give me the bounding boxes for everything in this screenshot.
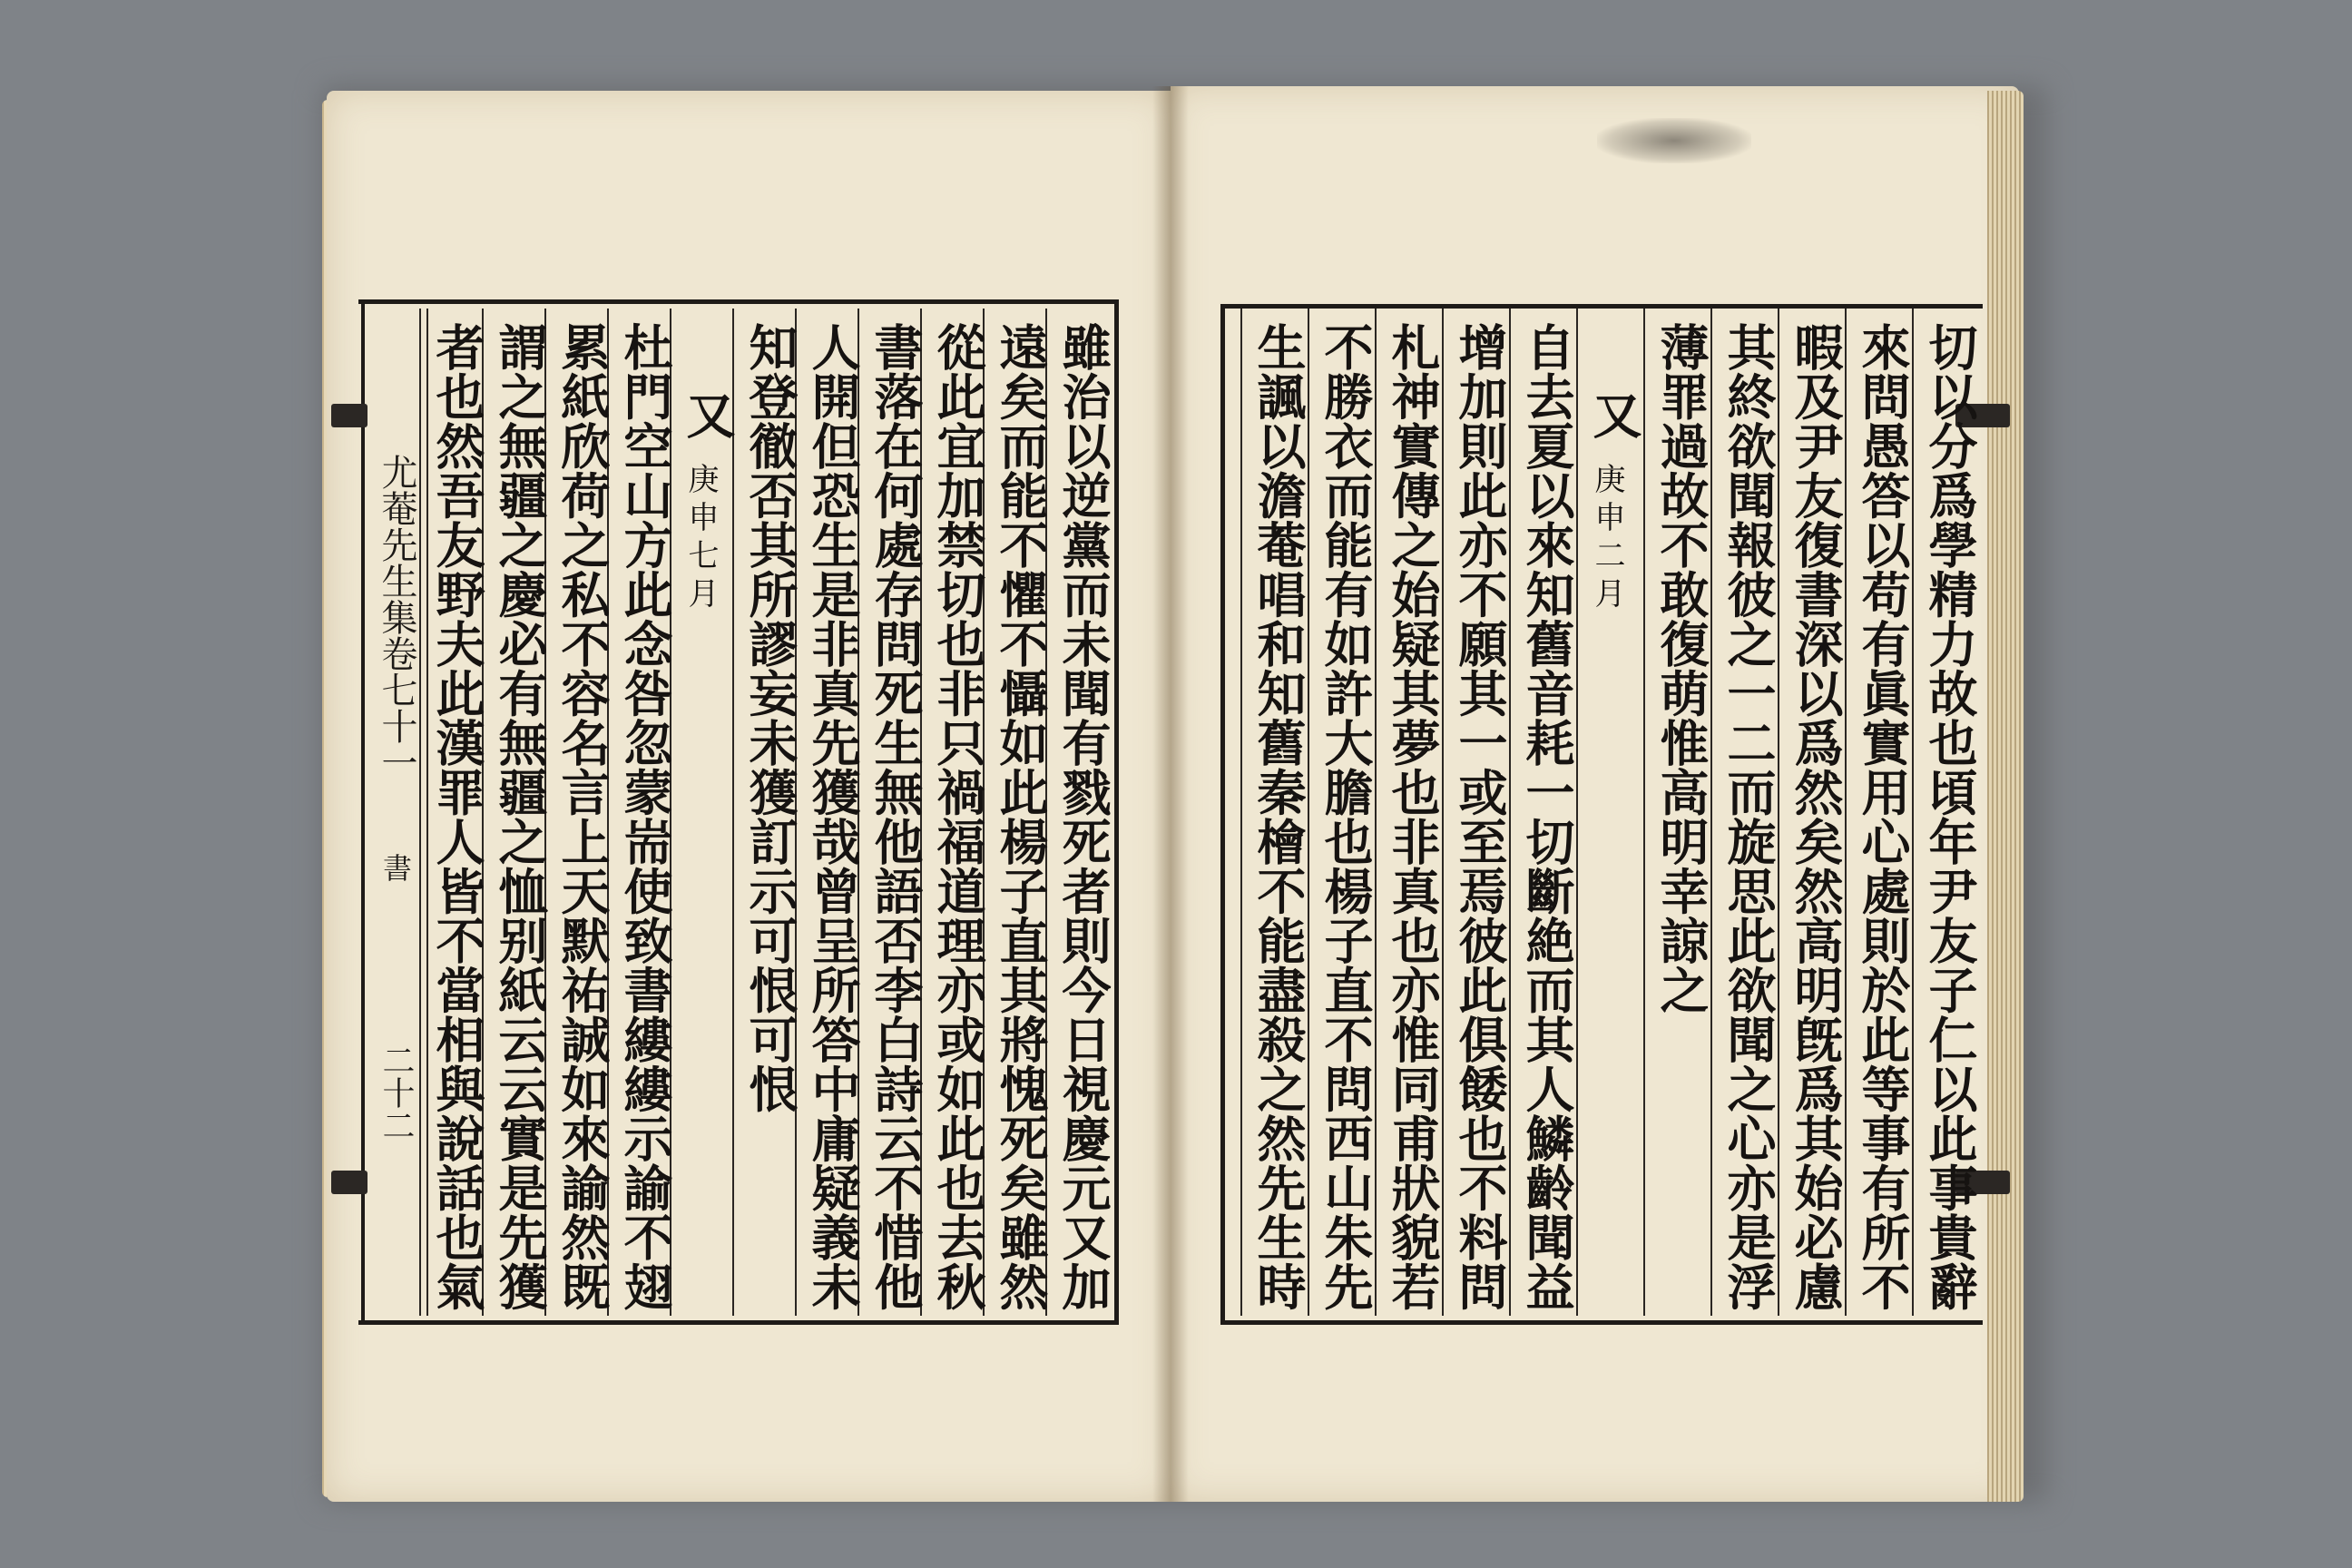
text-column: 暇及尹友復書深以爲然矣然高明旣爲其始必慮 xyxy=(1787,322,1845,1311)
column-divider xyxy=(1778,309,1779,1316)
left-fishtail-bottom xyxy=(331,1171,368,1194)
text-column: 從此宜加禁切也非只禍福道理亦或如此也去秋 xyxy=(929,322,987,1311)
column-divider xyxy=(419,309,421,1316)
text-column: 雖治以逆黨而未聞有戮死者則今日視慶元又加 xyxy=(1054,322,1112,1311)
column-divider xyxy=(1308,309,1309,1316)
right-frame-top xyxy=(1220,304,1983,309)
column-divider xyxy=(1509,309,1511,1316)
ink-smudge xyxy=(1597,118,1751,163)
left-page-number: 二十二 xyxy=(377,1044,415,1142)
left-frame-top xyxy=(358,299,1116,304)
right-page-edge xyxy=(1987,91,2024,1502)
text-column: 不勝衣而能有如許大膽也楊子直不問西山朱先 xyxy=(1317,322,1375,1311)
column-divider xyxy=(1240,309,1242,1316)
column-divider xyxy=(1845,309,1847,1316)
text-column: 生諷以澹菴唱和知舊秦檜不能盡殺之然先生時 xyxy=(1250,322,1308,1311)
column-divider xyxy=(1912,309,1914,1316)
text-column: 人開但恐生是非真先獲哉曾呈所答中庸疑義未 xyxy=(804,322,862,1311)
text-column: 來問愚答以苟有眞實用心處則於此等事有所不 xyxy=(1854,322,1912,1311)
heading-date-note: 庚申七月 xyxy=(682,463,719,615)
right-frame-left xyxy=(1220,304,1225,1325)
text-column: 者也然吾友野夫此漢罪人皆不當相與說話也氣 xyxy=(428,322,486,1311)
text-column: 知登徹否其所謬妄未獲訂示可恨可恨 xyxy=(741,322,799,1113)
text-column: 札神實傳之始疑其夢也非真也亦惟同甫狀貌若 xyxy=(1384,322,1442,1311)
left-margin-title: 尤菴先生集卷七十一 xyxy=(376,454,417,780)
text-column: 書落在何處存問死生無他語否李白詩云不惜他 xyxy=(867,322,925,1311)
section-heading: 又 xyxy=(1585,390,1643,440)
text-column: 切以分爲學精力故也頃年尹友子仁以此事貴辭 xyxy=(1921,322,1979,1311)
column-divider xyxy=(1375,309,1377,1316)
column-divider xyxy=(1442,309,1444,1316)
left-fishtail-top xyxy=(331,404,368,427)
text-column: 其終欲聞報彼之一二而旋思此欲聞之心亦是浮 xyxy=(1720,322,1778,1311)
text-column: 遠矣而能不懼不懾如此楊子直其將愧死矣雖然 xyxy=(992,322,1050,1311)
text-column: 自去夏以來知舊音耗一切斷絶而其人鱗齡聞益 xyxy=(1518,322,1576,1311)
book-gutter xyxy=(1152,86,1189,1502)
heading-date-note: 庚申二月 xyxy=(1589,463,1625,615)
left-frame-bottom xyxy=(358,1320,1116,1325)
column-divider xyxy=(1576,309,1578,1316)
section-heading: 又 xyxy=(679,390,737,440)
text-column: 杜門空山方此念咎忽蒙耑使致書縷縷示諭不翅 xyxy=(616,322,674,1311)
text-column: 薄罪過故不敢復萌惟高明幸諒之 xyxy=(1652,322,1710,1014)
left-frame-right xyxy=(1114,299,1119,1325)
left-section-label: 書 xyxy=(378,853,413,882)
column-divider xyxy=(1710,309,1712,1316)
text-column: 累紙欣荷之私不容名言上天默祐誠如來諭然既 xyxy=(554,322,612,1311)
text-column: 謂之無疆之慶必有無疆之恤别紙云云實是先獲 xyxy=(491,322,549,1311)
text-column: 增加則此亦不願其一或至焉彼此俱餧也不料問 xyxy=(1451,322,1509,1311)
column-divider xyxy=(1643,309,1645,1316)
